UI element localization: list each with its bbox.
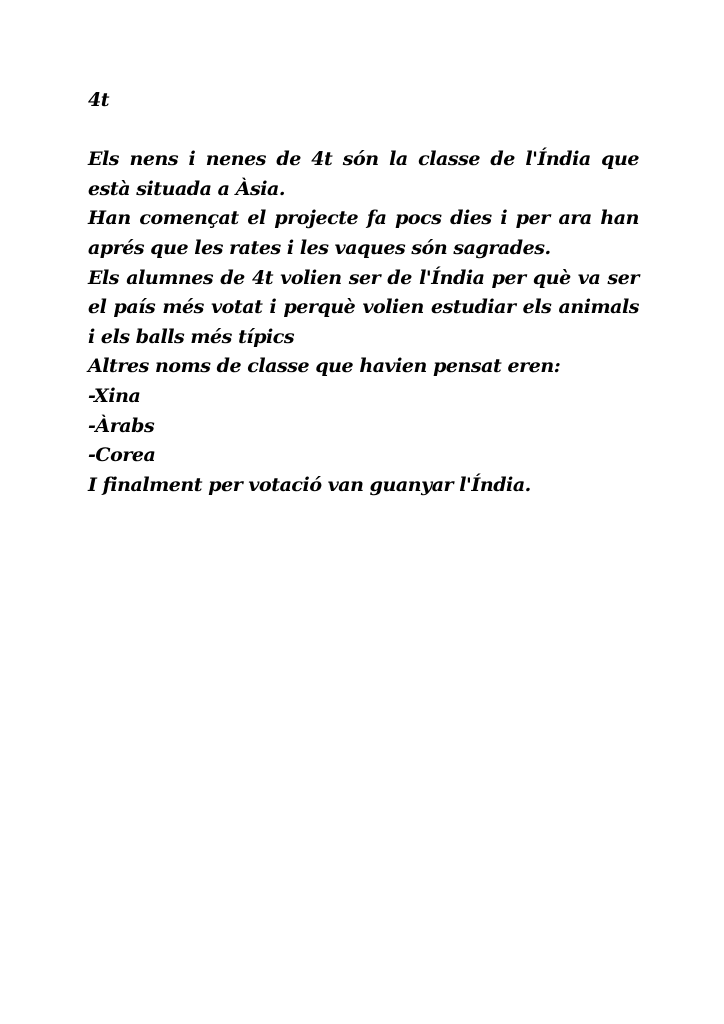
- grade-heading: 4t: [88, 89, 110, 111]
- list-item-arabs: -Àrabs: [88, 414, 155, 437]
- paragraph-reasons: Els alumnes de 4t volien ser de l'Índia per què va ser el país més votat i perquè volien estudiar els animals i els balls més típics: [88, 266, 639, 348]
- list-item-corea: -Corea: [88, 444, 156, 467]
- list-item-xina: -Xina: [88, 384, 141, 407]
- paragraph-other-names-intro: Altres noms de classe que havien pensat eren:: [88, 355, 561, 378]
- document-body: [88, 86, 639, 500]
- paragraph-conclusion: I finalment per votació van guanyar l'Índia.: [88, 473, 531, 496]
- paragraph-location: Els nens i nenes de 4t són la classe de l'Índia que està situada a Àsia.: [88, 148, 639, 200]
- paragraph-project: Han començat el projecte fa pocs dies i per ara han aprés que les rates i les vaques són sagrades.: [88, 207, 639, 259]
